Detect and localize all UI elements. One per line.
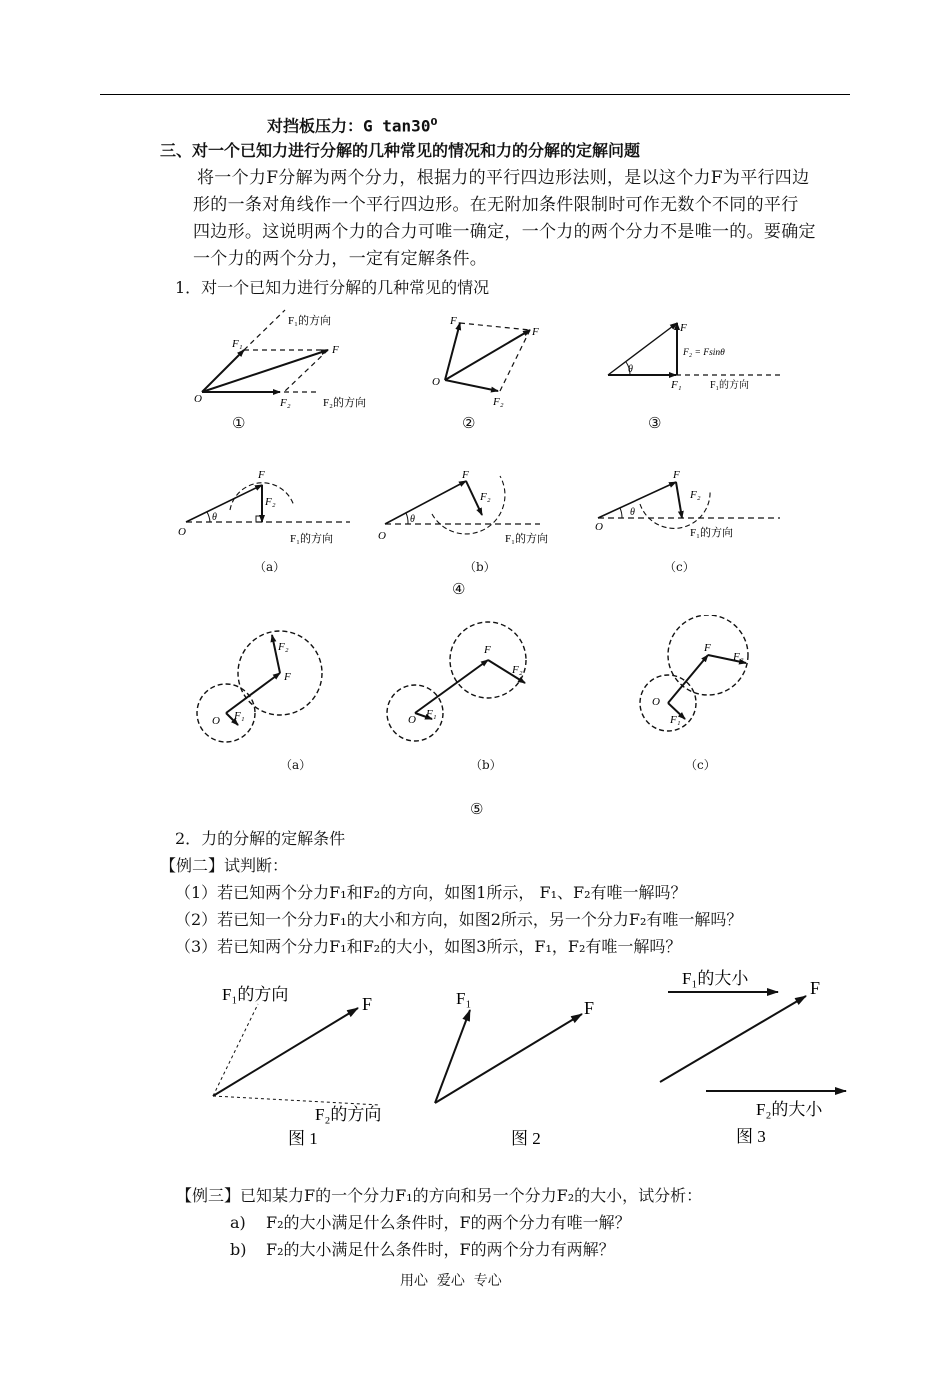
- ex2-fig1-f: F: [362, 994, 373, 1014]
- header-rule: [100, 94, 850, 95]
- fig3-eq: F₂ = Fsinθ: [683, 348, 725, 358]
- fig1-f2: F₂: [280, 397, 291, 409]
- fig2-f2: F₂: [493, 396, 504, 408]
- fig5c: [640, 615, 748, 731]
- fig4c-f1-dir: F₁的方向: [690, 527, 733, 539]
- subheading-2: 2．力的分解的定解条件: [175, 829, 346, 848]
- fig1-o: O: [194, 393, 202, 405]
- section3-heading: 三、对一个已知力进行分解的几种常见的情况和力的分解的定解问题: [160, 141, 641, 160]
- figure-row-2: [170, 460, 790, 560]
- fig1-f1-dir: F₁的方向: [288, 315, 331, 327]
- fig4a-o: O: [178, 526, 186, 538]
- ex2-fig3-f1-size: F₁的大小: [682, 969, 749, 988]
- caption-4b: （b）: [464, 560, 496, 574]
- fig4b-f2: F₂: [480, 491, 491, 503]
- fig5b-f1: F₁: [426, 708, 437, 720]
- fig5b: [387, 622, 526, 741]
- caption-5c: （c）: [685, 758, 716, 772]
- fig2-parallelogram: [432, 315, 539, 408]
- fig4b-f1-dir: F₁的方向: [505, 533, 548, 545]
- fig4b-o: O: [378, 530, 386, 542]
- fig5a-o: O: [212, 715, 220, 727]
- ex2-fig1-caption: 图 1: [288, 1129, 318, 1148]
- fig5b-o: O: [408, 714, 416, 726]
- fig4a-f2: F₂: [265, 496, 276, 508]
- fig3-f: F: [680, 322, 687, 334]
- caption-5b: （b）: [470, 758, 502, 772]
- figure-row-3: [180, 615, 780, 755]
- caption-5a: （a）: [280, 758, 312, 772]
- top-line-sup: 0: [430, 117, 438, 128]
- example3-a-marker: a): [230, 1213, 246, 1232]
- fig2-o: O: [432, 376, 440, 388]
- fig5c-o: O: [652, 696, 660, 708]
- fig2-f: F: [532, 326, 539, 338]
- ex2-fig3-caption: 图 3: [736, 1127, 766, 1146]
- fig3-right-triangle: [608, 322, 780, 391]
- fig5c-f2: F₂: [733, 651, 744, 663]
- fig5b-f2: F₂: [512, 664, 523, 676]
- example2-q2: （2）若已知一个分力F₁的大小和方向，如图2所示，另一个分力F₂有唯一解吗？: [175, 910, 743, 929]
- top-line-formula: G tan30: [363, 116, 431, 136]
- ex2-fig1: [213, 985, 381, 1148]
- fig1-f1: F₁: [232, 338, 243, 350]
- intro-paragraph: [197, 165, 857, 193]
- fig1-f: F: [332, 344, 339, 356]
- fig5a-f2: F₂: [278, 641, 289, 653]
- example3-b-marker: b): [230, 1240, 247, 1259]
- fig4b-theta: θ: [410, 514, 415, 525]
- fig5c-f1: F₁: [670, 714, 681, 726]
- caption-4a: （a）: [254, 560, 286, 574]
- ex2-fig3-f: F: [810, 978, 821, 998]
- caption-3: ③: [648, 414, 662, 432]
- page-footer: 用心 爱心 专心: [400, 1273, 502, 1289]
- intro-line-2: 形的一条对角线作一个平行四边形。在无附加条件限制时可作无数个不同的平行: [193, 195, 799, 215]
- example3-title: 【例三】已知某力F的一个分力F₁的方向和另一个分力F₂的大小，试分析：: [176, 1186, 703, 1205]
- ex2-fig2: [435, 989, 594, 1148]
- fig4c-f: F: [673, 469, 680, 481]
- fig4c-f2: F₂: [690, 489, 701, 501]
- fig3-f1-dir: F₁的方向: [710, 380, 750, 391]
- example3-b-text: F₂的大小满足什么条件时，F的两个分力有两解？: [266, 1240, 615, 1259]
- figure-row-1: [180, 305, 820, 445]
- fig3-f1: F₁: [671, 379, 682, 391]
- top-line-label: 对挡板压力：: [267, 116, 364, 136]
- ex2-fig2-f1: F₁: [456, 989, 472, 1008]
- example2-q3: （3）若已知两个分力F₁和F₂的大小，如图3所示，F₁，F₂有唯一解吗？: [175, 937, 682, 956]
- example2-q1: （1）若已知两个分力F₁和F₂的方向，如图1所示， F₁、F₂有唯一解吗？: [175, 883, 687, 902]
- intro-line-4: 一个力的两个分力，一定有定解条件。: [193, 249, 488, 269]
- caption-5: ⑤: [470, 800, 484, 818]
- caption-1: ①: [232, 414, 246, 432]
- fig4b-f: F: [462, 469, 469, 481]
- fig1-parallelogram: [194, 310, 366, 409]
- intro-line-2-wrap: [193, 192, 857, 220]
- fig4a: [178, 469, 350, 545]
- caption-2: ②: [462, 414, 476, 432]
- fig4a-theta: θ: [212, 512, 217, 523]
- example3-a-text: F₂的大小满足什么条件时，F的两个分力有唯一解？: [266, 1213, 631, 1232]
- ex2-fig2-f: F: [584, 998, 595, 1018]
- subheading-1: 1．对一个已知力进行分解的几种常见的情况: [175, 278, 490, 297]
- intro-line-3-wrap: [193, 219, 857, 247]
- caption-4: ④: [452, 580, 466, 598]
- fig5a-f: F: [284, 671, 291, 683]
- example2-title: 【例二】试判断：: [160, 856, 289, 875]
- example2-figures: [200, 960, 860, 1150]
- fig2-f1: F₁: [450, 315, 461, 327]
- fig4a-f: F: [258, 469, 265, 481]
- caption-4c: （c）: [664, 560, 695, 574]
- fig5c-f: F: [704, 642, 711, 654]
- ex2-fig3-f2-size: F₂的大小: [756, 1100, 823, 1119]
- fig4c-theta: θ: [630, 507, 635, 518]
- fig4a-f1-dir: F₁的方向: [290, 533, 333, 545]
- fig4c: [595, 469, 780, 539]
- fig5b-f: F: [484, 644, 491, 656]
- fig3-theta: θ: [628, 364, 633, 375]
- intro-line-3: 四边形。这说明两个力的合力可唯一确定，一个力的两个分力不是唯一的。要确定: [193, 222, 816, 242]
- fig1-f2-dir: F₂的方向: [323, 397, 366, 409]
- fig5a-f1: F₁: [234, 710, 245, 722]
- fig5a: [197, 631, 322, 742]
- intro-line-1: 将一个力F分解为两个分力，根据力的平行四边形法则，是以这个力F为平行四边: [197, 168, 810, 188]
- fig4b: [378, 469, 548, 545]
- ex2-fig2-caption: 图 2: [511, 1129, 541, 1148]
- ex2-fig3: [660, 969, 846, 1146]
- top-line: [267, 112, 437, 137]
- fig4c-o: O: [595, 521, 603, 533]
- intro-line-4-wrap: [193, 246, 857, 274]
- ex2-fig1-f2-dir: F₂的方向: [315, 1105, 382, 1124]
- ex2-fig1-f1-dir: F₁的方向: [222, 985, 289, 1004]
